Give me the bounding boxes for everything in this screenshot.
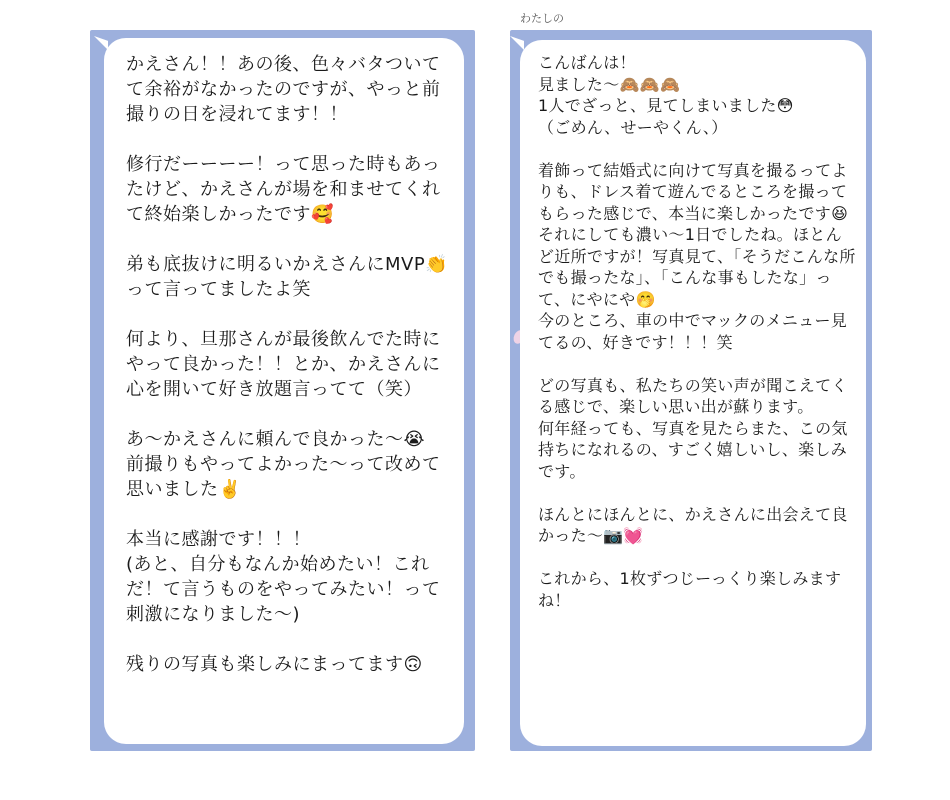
message-bubble-left <box>104 38 464 744</box>
chat-panel-right <box>510 30 872 751</box>
message-paragraph: どの写真も、私たちの笑い声が聞こえてくる感じで、楽しい思い出が蘇ります。 何年経っても、写真を見たらまた、この気持ちになれるの、すごく嬉しいし、楽しみです。 <box>538 375 848 481</box>
message-paragraph: 修行だーーーー！って思った時もあったけど、かえさんが場を和ませてくれて終始楽しかったです🥰 <box>126 154 441 225</box>
message-paragraph: こんばんは！ 見ました〜🙈🙈🙈 1人でざっと、見てしまいました😳 （ごめん、せーやくん、） <box>538 53 794 137</box>
message-paragraph: 着飾って結婚式に向けて写真を撮るってよりも、ドレス着て遊んでるところを撮ってもらった感じで、本当に楽しかったです😆 それにしても濃い〜1日でしたね。ほとんど近所ですが！写真見て、「そうだこんな所でも撮ったな」、「こんな事もしたな」って、にやにや🤭 今のところ、車の中でマックのメニュー見てるの、好きです！！！笑 <box>538 160 856 352</box>
message-paragraph: 何より、旦那さんが最後飲んでた時にやって良かった！！とか、かえさんに心を開いて好き放題言ってて（笑） <box>126 329 441 400</box>
message-paragraph: あ〜かえさんに頼んで良かった〜😭 前撮りもやってよかった〜って改めて思いました✌️ <box>126 429 441 500</box>
chat-panel-left <box>90 30 475 751</box>
message-bubble-right <box>520 40 866 746</box>
message-paragraph: かえさん！！あの後、色々バタついてて余裕がなかったのですが、やっと前撮りの日を浸れてます！！ <box>126 54 441 125</box>
message-paragraph: これから、1枚ずつじーっくり楽しみますね！ <box>538 569 842 610</box>
bubble-tail <box>94 36 108 50</box>
message-paragraph: ほんとにほんとに、かえさんに出会えて良かった〜📷💓 <box>538 504 848 545</box>
bubble-tail <box>510 36 524 50</box>
message-paragraph: 本当に感謝です！！！ (あと、自分もなんか始めたい！これだ！て言うものをやってみたい！って刺激になりました〜) <box>126 529 441 625</box>
message-paragraph: 残りの写真も楽しみにまってます🙃 <box>126 654 423 675</box>
cut-off-header-text: わたしの <box>520 12 564 25</box>
message-paragraph: 弟も底抜けに明るいかえさんにMVP👏って言ってましたよ笑 <box>126 254 449 300</box>
